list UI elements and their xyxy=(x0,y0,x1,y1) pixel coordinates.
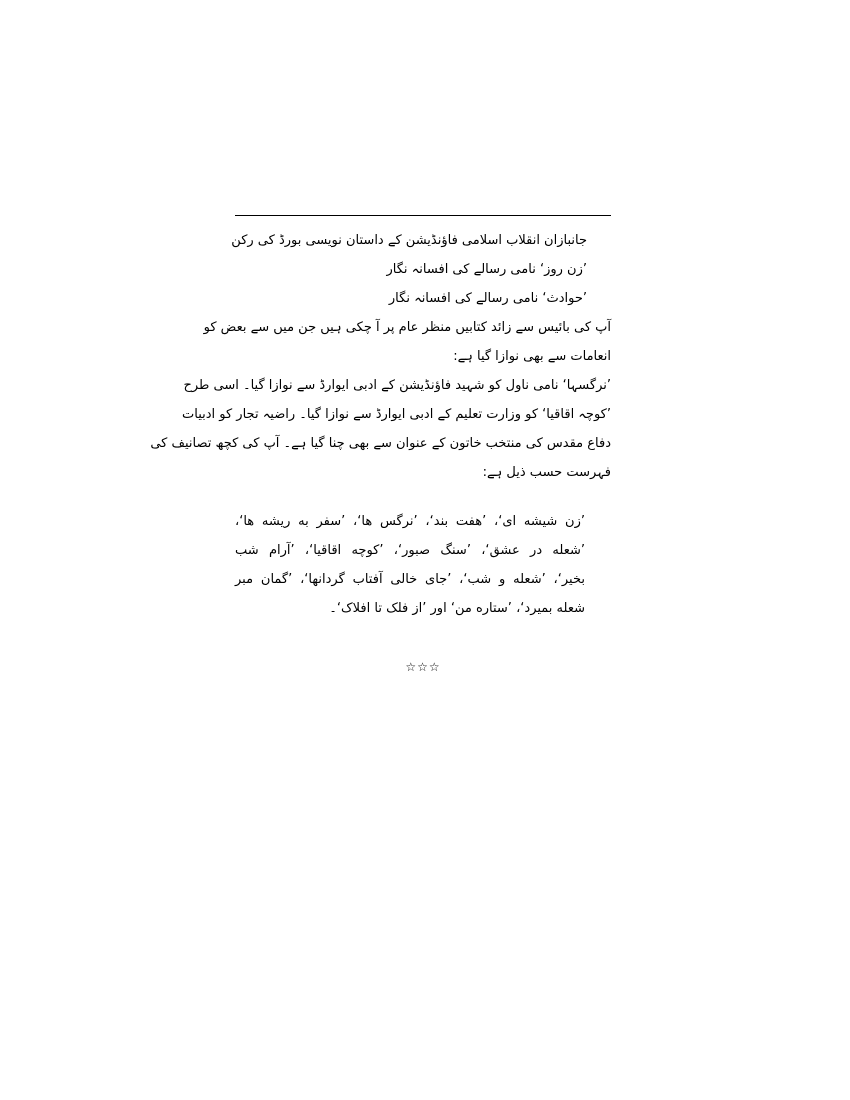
paragraph2-line-2: ’کوچہ اقاقیا‘ کو وزارت تعلیم کے ادبی ایوارڈ سے نوازا گیا۔ راضیہ تجار کو ادبیات xyxy=(182,407,611,422)
intro-line-3: ’حوادث‘ نامی رسالے کی افسانہ نگار xyxy=(388,291,587,306)
section-separator-stars: ☆☆☆ xyxy=(405,660,441,674)
paragraph1-line-1: آپ کی بائیس سے زائد کتابیں منظر عام پر آ چکی ہیں جن میں سے بعض کو xyxy=(203,320,611,335)
top-horizontal-rule xyxy=(235,215,611,216)
intro-line-1: جانبازان انقلاب اسلامی فاؤنڈیشن کے داستان نویسی بورڈ کی رکن xyxy=(231,233,587,248)
paragraph2-line-1: ’نرگسہا‘ نامی ناول کو شہید فاؤنڈیشن کے ادبی ایوارڈ سے نوازا گیا۔ اسی طرح xyxy=(183,378,611,393)
paragraph2-line-3: دفاع مقدس کی منتخب خاتون کے عنوان سے بھی چنا گیا ہے۔ آپ کی کچھ تصانیف کی xyxy=(150,436,611,451)
paragraph2-line-4: فہرست حسب ذیل ہے: xyxy=(482,465,611,480)
paragraph1-line-2: انعامات سے بھی نوازا گیا ہے: xyxy=(453,349,611,364)
biography-text xyxy=(150,226,611,487)
works-list xyxy=(235,507,585,623)
works-line-2: ’شعله در عشق‘، ’سنگ صبور‘، ’کوچه اقاقیا‘، ’آرام شب xyxy=(235,543,585,558)
works-line-3: بخیر‘، ’شعله و شب‘، ’جای خالی آفتاب گردانها‘، ’گمان مبر xyxy=(235,572,585,587)
works-line-1: ’زن شیشه ای‘، ’هفت بند‘، ’نرگس ها‘، ’سفر به ریشه ها‘، xyxy=(235,514,585,529)
intro-line-2: ’زن روز‘ نامی رسالے کی افسانہ نگار xyxy=(386,262,587,277)
works-line-4: شعله بمیرد‘، ’ستاره من‘ اور ’از فلک تا افلاک‘۔ xyxy=(329,601,585,616)
